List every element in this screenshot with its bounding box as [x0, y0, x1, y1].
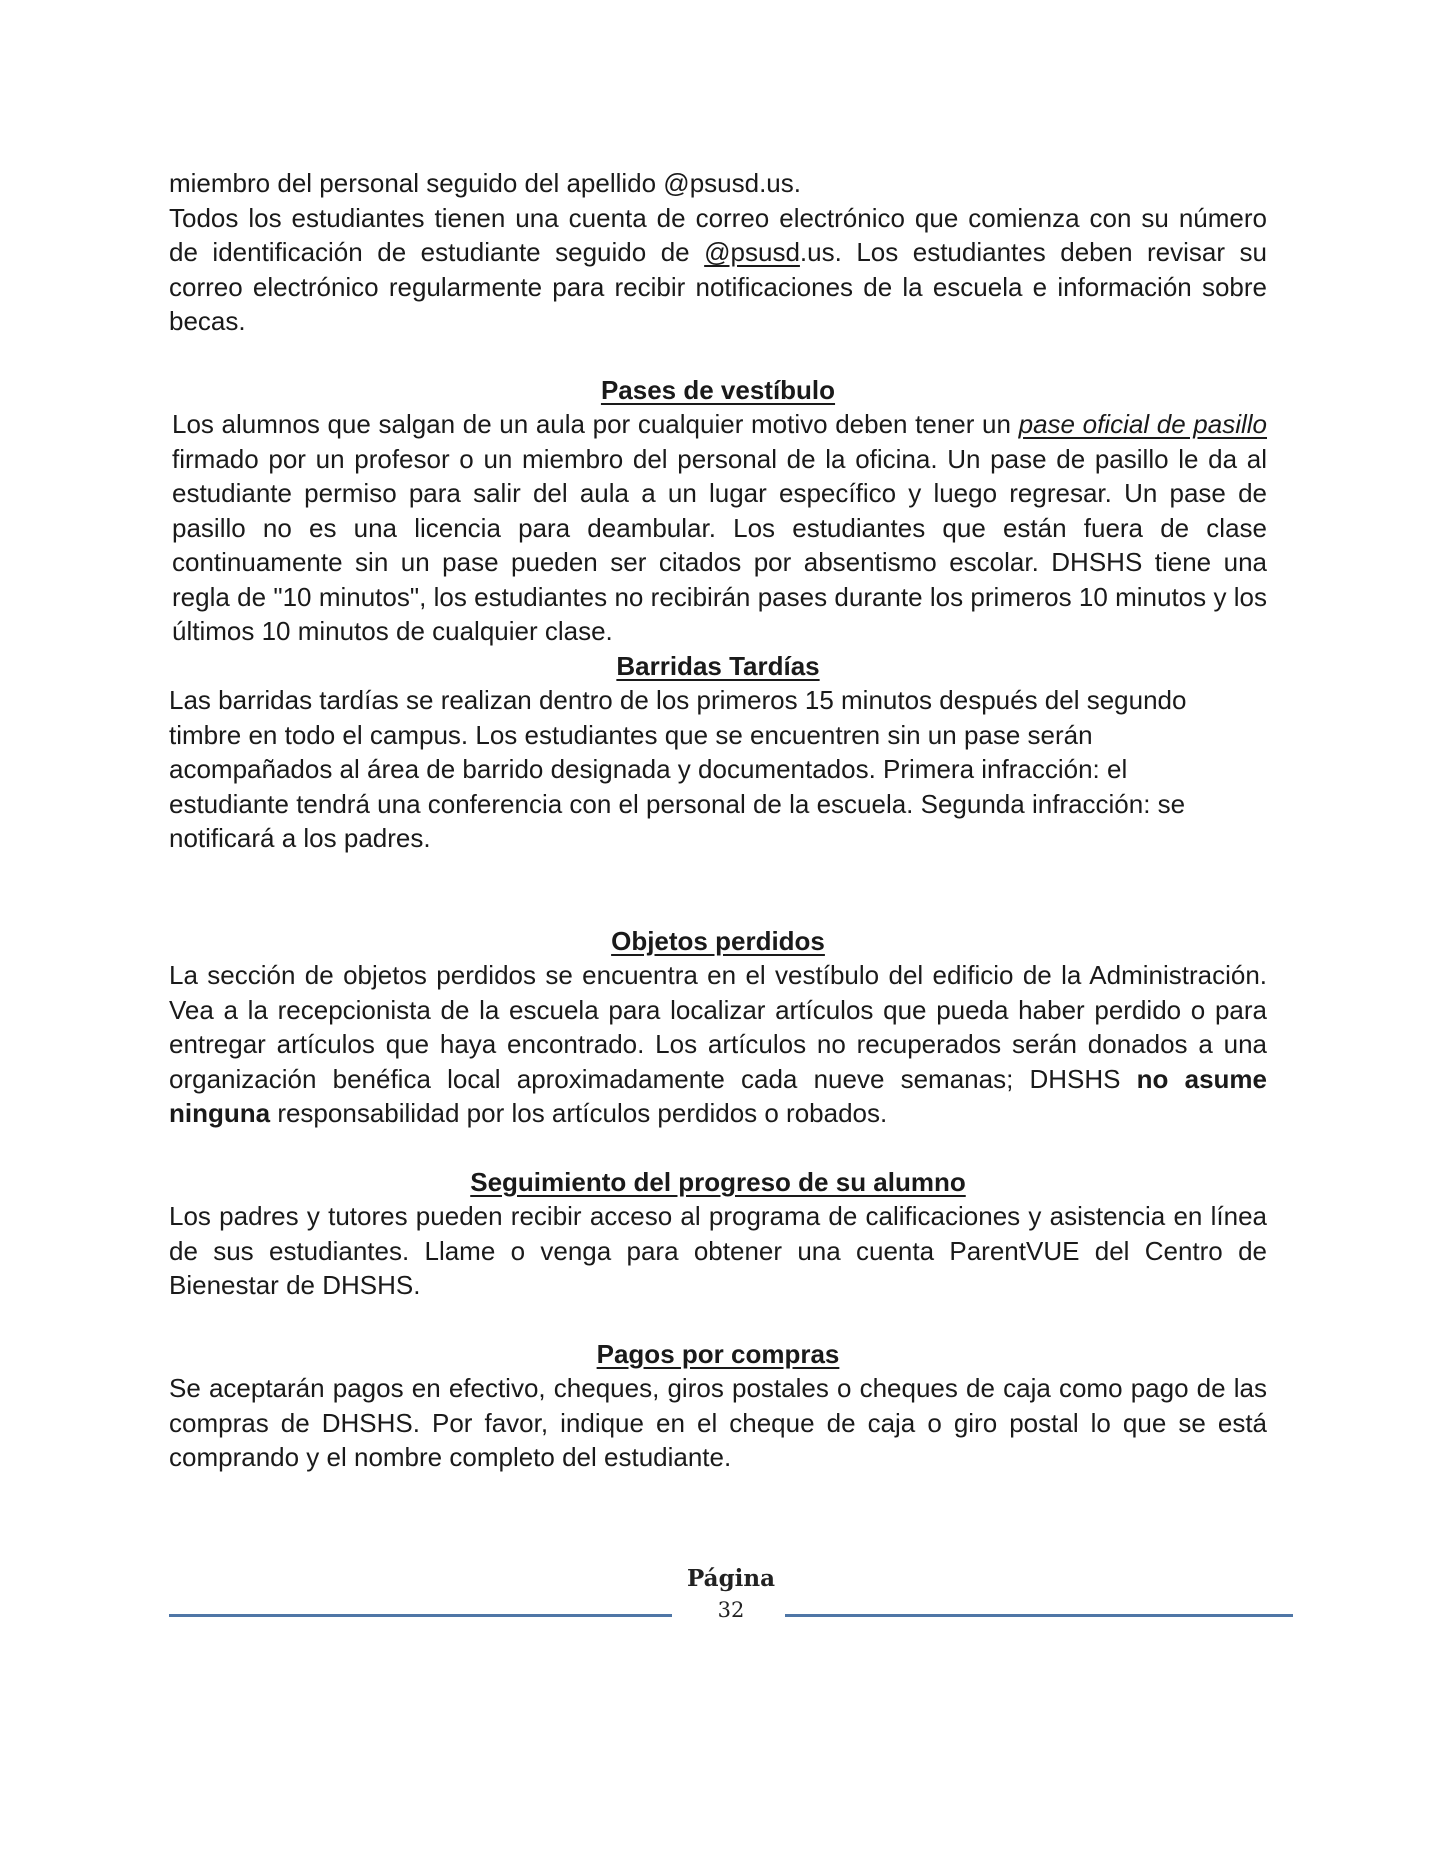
seguimiento-paragraph: Los padres y tutores pueden recibir acceso al programa de calificaciones y asistencia en línea de sus estudiantes. Llame o venga para obtener una cuenta ParentVUE del Centro de Bienestar de DHSHS. [169, 1201, 1267, 1300]
hall-pass-link[interactable]: pase oficial de pasillo [1018, 409, 1267, 439]
email-paragraph [169, 201, 1267, 339]
page-footer [169, 1565, 1293, 1635]
barridas-heading: Barridas Tardías [616, 650, 820, 681]
pases-heading: Pases de vestíbulo [600, 374, 836, 405]
email-domain-link[interactable]: @psusd [704, 237, 800, 267]
objetos-bold: no asume ninguna [169, 1063, 1267, 1128]
objetos-paragraph [169, 958, 1267, 1131]
email-text-b: .us. Los estudiantes deben revisar su correo electrónico regularmente para recibir notificaciones de la escuela e información sobre becas. [169, 237, 1268, 336]
document-page [169, 166, 1267, 1475]
pagos-heading: Pagos por compras [596, 1338, 840, 1369]
pases-paragraph [169, 407, 1267, 649]
pases-text-a: Los alumnos que salgan de un aula por cualquier motivo deben tener un [172, 409, 1019, 439]
pagos-paragraph: Se aceptarán pagos en efectivo, cheques, giros postales o cheques de caja como pago de las compras de DHSHS. Por favor, indique en el cheque de caja o giro postal lo que se está comprando y el nombre completo del estudiante. [169, 1373, 1267, 1472]
objetos-text-a: La sección de objetos perdidos se encuentra en el vestíbulo del edificio de la Administración. Vea a la recepcionista de la escuela para localizar artículos que pueda haber perdido o para entregar artículos que haya encontrado. Los artículos no recuperados serán donados a una organización benéfica local aproximadamente cada nueve semanas; DHSHS [169, 960, 1267, 1094]
email-text-a: Todos los estudiantes tienen una cuenta de correo electrónico que comienza con su número de identificación de estudiante seguido de [169, 202, 1267, 267]
intro-line: miembro del personal seguido del apellido @psusd.us. [169, 168, 801, 198]
objetos-text-b: responsabilidad por los artículos perdidos o robados. [270, 1098, 888, 1128]
barridas-paragraph: Las barridas tardías se realizan dentro de los primeros 15 minutos después del segundo timbre en todo el campus. Los estudiantes que se encuentren sin un pase serán acompañados al área de barrido designada y documentados. Primera infracción: el estudiante tendrá una conferencia con el personal de la escuela. Segunda infracción: se notificará a los padres. [169, 685, 1187, 853]
page-number: 32 [717, 1598, 745, 1622]
page-label: Página [686, 1565, 776, 1592]
pases-text-b: firmado por un profesor o un miembro del personal de la oficina. Un pase de pasillo le da al estudiante permiso para salir del aula a un lugar específico y luego regresar. Un pase de pasillo no es una licencia para deambular. Los estudiantes que están fuera de clase continuamente sin un pase pueden ser citados por absentismo escolar. DHSHS tiene una regla de "10 minutos", los estudiantes no recibirán pases durante los primeros 10 minutos y los últimos 10 minutos de cualquier clase. [172, 443, 1267, 646]
footer-rule-right [785, 1614, 1293, 1617]
seguimiento-heading: Seguimiento del progreso de su alumno [470, 1166, 966, 1197]
objetos-heading: Objetos perdidos [611, 925, 825, 956]
